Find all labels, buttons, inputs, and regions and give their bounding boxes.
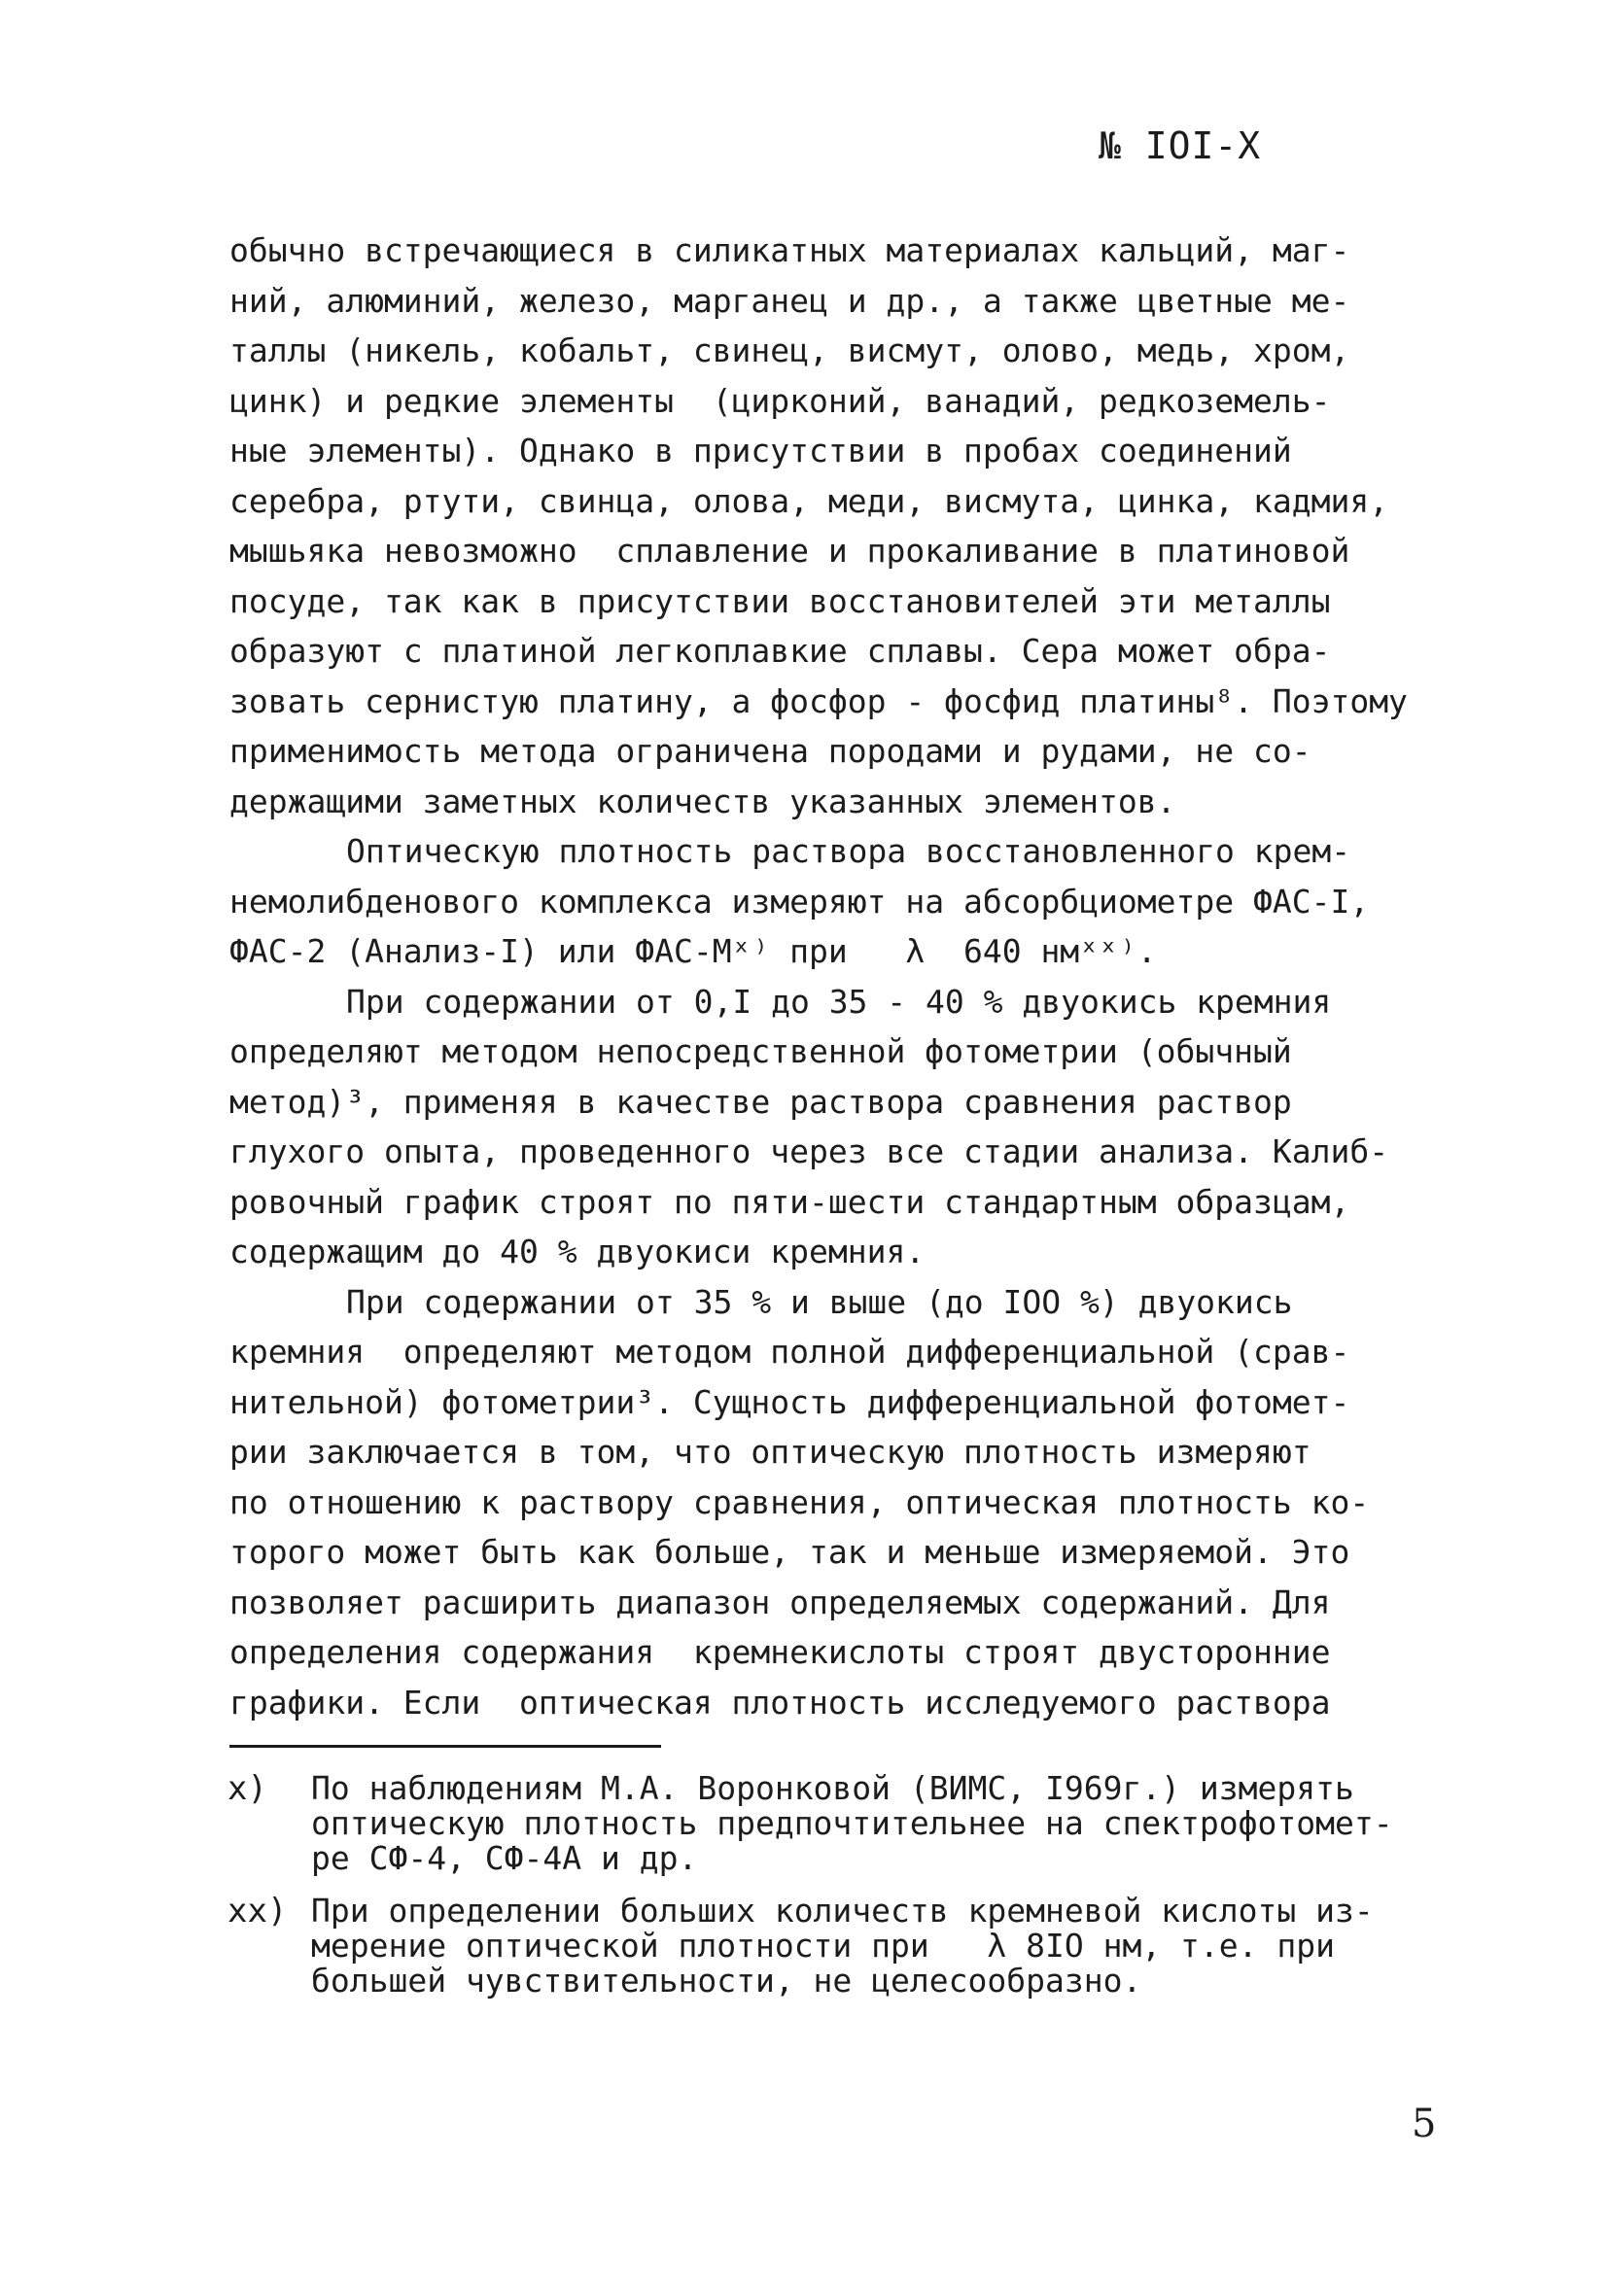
text-line: цинк) и редкие элементы (цирконий, ванадий, редкоземель- [229,381,1331,420]
paragraph-start-line: При содержании от 35 % и выше (до IOO %) двуокись [346,1282,1293,1321]
document-number: № IOI-Х [1099,124,1262,167]
text-line: ровочный график строят по пяти-шести стандартным образцам, [229,1182,1350,1221]
footnote-line: ре СФ-4, СФ-4А и др. [311,1839,698,1877]
text-line: обычно встречающиеся в силикатных материалах кальций, маг- [229,231,1350,269]
text-line: кремния определяют методом полной дифференциальной (срав- [229,1333,1350,1371]
text-line: рии заключается в том, что оптическую плотность измеряют [229,1433,1311,1471]
text-line: графики. Если оптическая плотность исследуемого раствора [229,1683,1331,1722]
text-line: определяют методом непосредственной фотометрии (обычный [229,1032,1292,1070]
text-line: глухого опыта, проведенного через все стадии анализа. Калиб- [229,1132,1389,1170]
footnote-line: мерение оптической плотности при λ 8IO нм, т.е. при [311,1927,1335,1965]
text-line: определения содержания кремнекислоты строят двусторонние [229,1633,1331,1671]
text-line: держащими заметных количеств указанных элементов. [229,782,1176,820]
text-line: посуде, так как в присутствии восстановителей эти металлы [229,581,1331,620]
footnote-line: При определении больших количеств кремневой кислоты из- [311,1892,1374,1930]
footnote-mark: xx) [227,1892,288,1931]
text-line: по отношению к раствору сравнения, оптическая плотность ко- [229,1482,1370,1521]
text-line: таллы (никель, кобальт, свинец, висмут, олово, медь, хром, [229,331,1350,369]
text-line: серебра, ртути, свинца, олова, меди, висмута, цинка, кадмия, [229,481,1389,520]
text-line: зовать сернистую платину, а фосфор - фосфид платины⁸. Поэтому [229,681,1408,720]
footnote-line: По наблюдениям М.А. Воронковой (ВИМС, I969г.) измерять [311,1769,1354,1807]
text-line: ные элементы). Однако в присутствии в пробах соединений [229,432,1292,470]
footnote [227,1771,1491,1876]
footnotes [227,1771,1491,2016]
footnote-separator [229,1745,661,1748]
text-line: применимость метода ограничена породами и рудами, не со- [229,732,1311,770]
text-line: ний, алюминий, железо, марганец и др., а также цветные ме- [229,281,1350,320]
footnote-text [311,1771,1393,1876]
text-line: содержащим до 40 % двуокиси кремния. [229,1233,926,1270]
footnote-text [311,1894,1374,1999]
footnote-mark: x) [227,1769,267,1808]
text-line: немолибденового комплекса измеряют на абсорбциометре ФАС-I, [229,882,1370,921]
paragraph-start-line: При содержании от 0,I до 35 - 40 % двуокись кремния [346,982,1332,1021]
text-line: нительной) фотометрии³. Сущность дифференциальной фотомет- [229,1382,1350,1421]
footnote-line: оптическую плотность предпочтительнее на спектрофотомет- [311,1804,1393,1842]
page-number: 5 [1412,2102,1437,2146]
text-line: ФАС-2 (Анализ-I) или ФАС-Мˣ⁾ при λ 640 нмˣˣ⁾. [229,932,1157,970]
text-line: позволяет расширить диапазон определяемых содержаний. Для [229,1583,1331,1621]
text-line: мышьяка невозможно сплавление и прокаливание в платиновой [229,532,1350,570]
text-line: торого может быть как больше, так и меньше измеряемой. Это [229,1533,1350,1571]
text-line: образуют с платиной легкоплавкие сплавы. Сера может обра- [229,632,1331,670]
footnote [227,1894,1491,1999]
main-text [229,226,1484,1727]
footnote-line: большей чувствительности, не целесообразно. [311,1962,1142,2000]
text-line: метод)³, применяя в качестве раствора сравнения раствор [229,1082,1292,1121]
paragraph-start-line: Оптическую плотность раствора восстановленного крем- [346,832,1351,870]
